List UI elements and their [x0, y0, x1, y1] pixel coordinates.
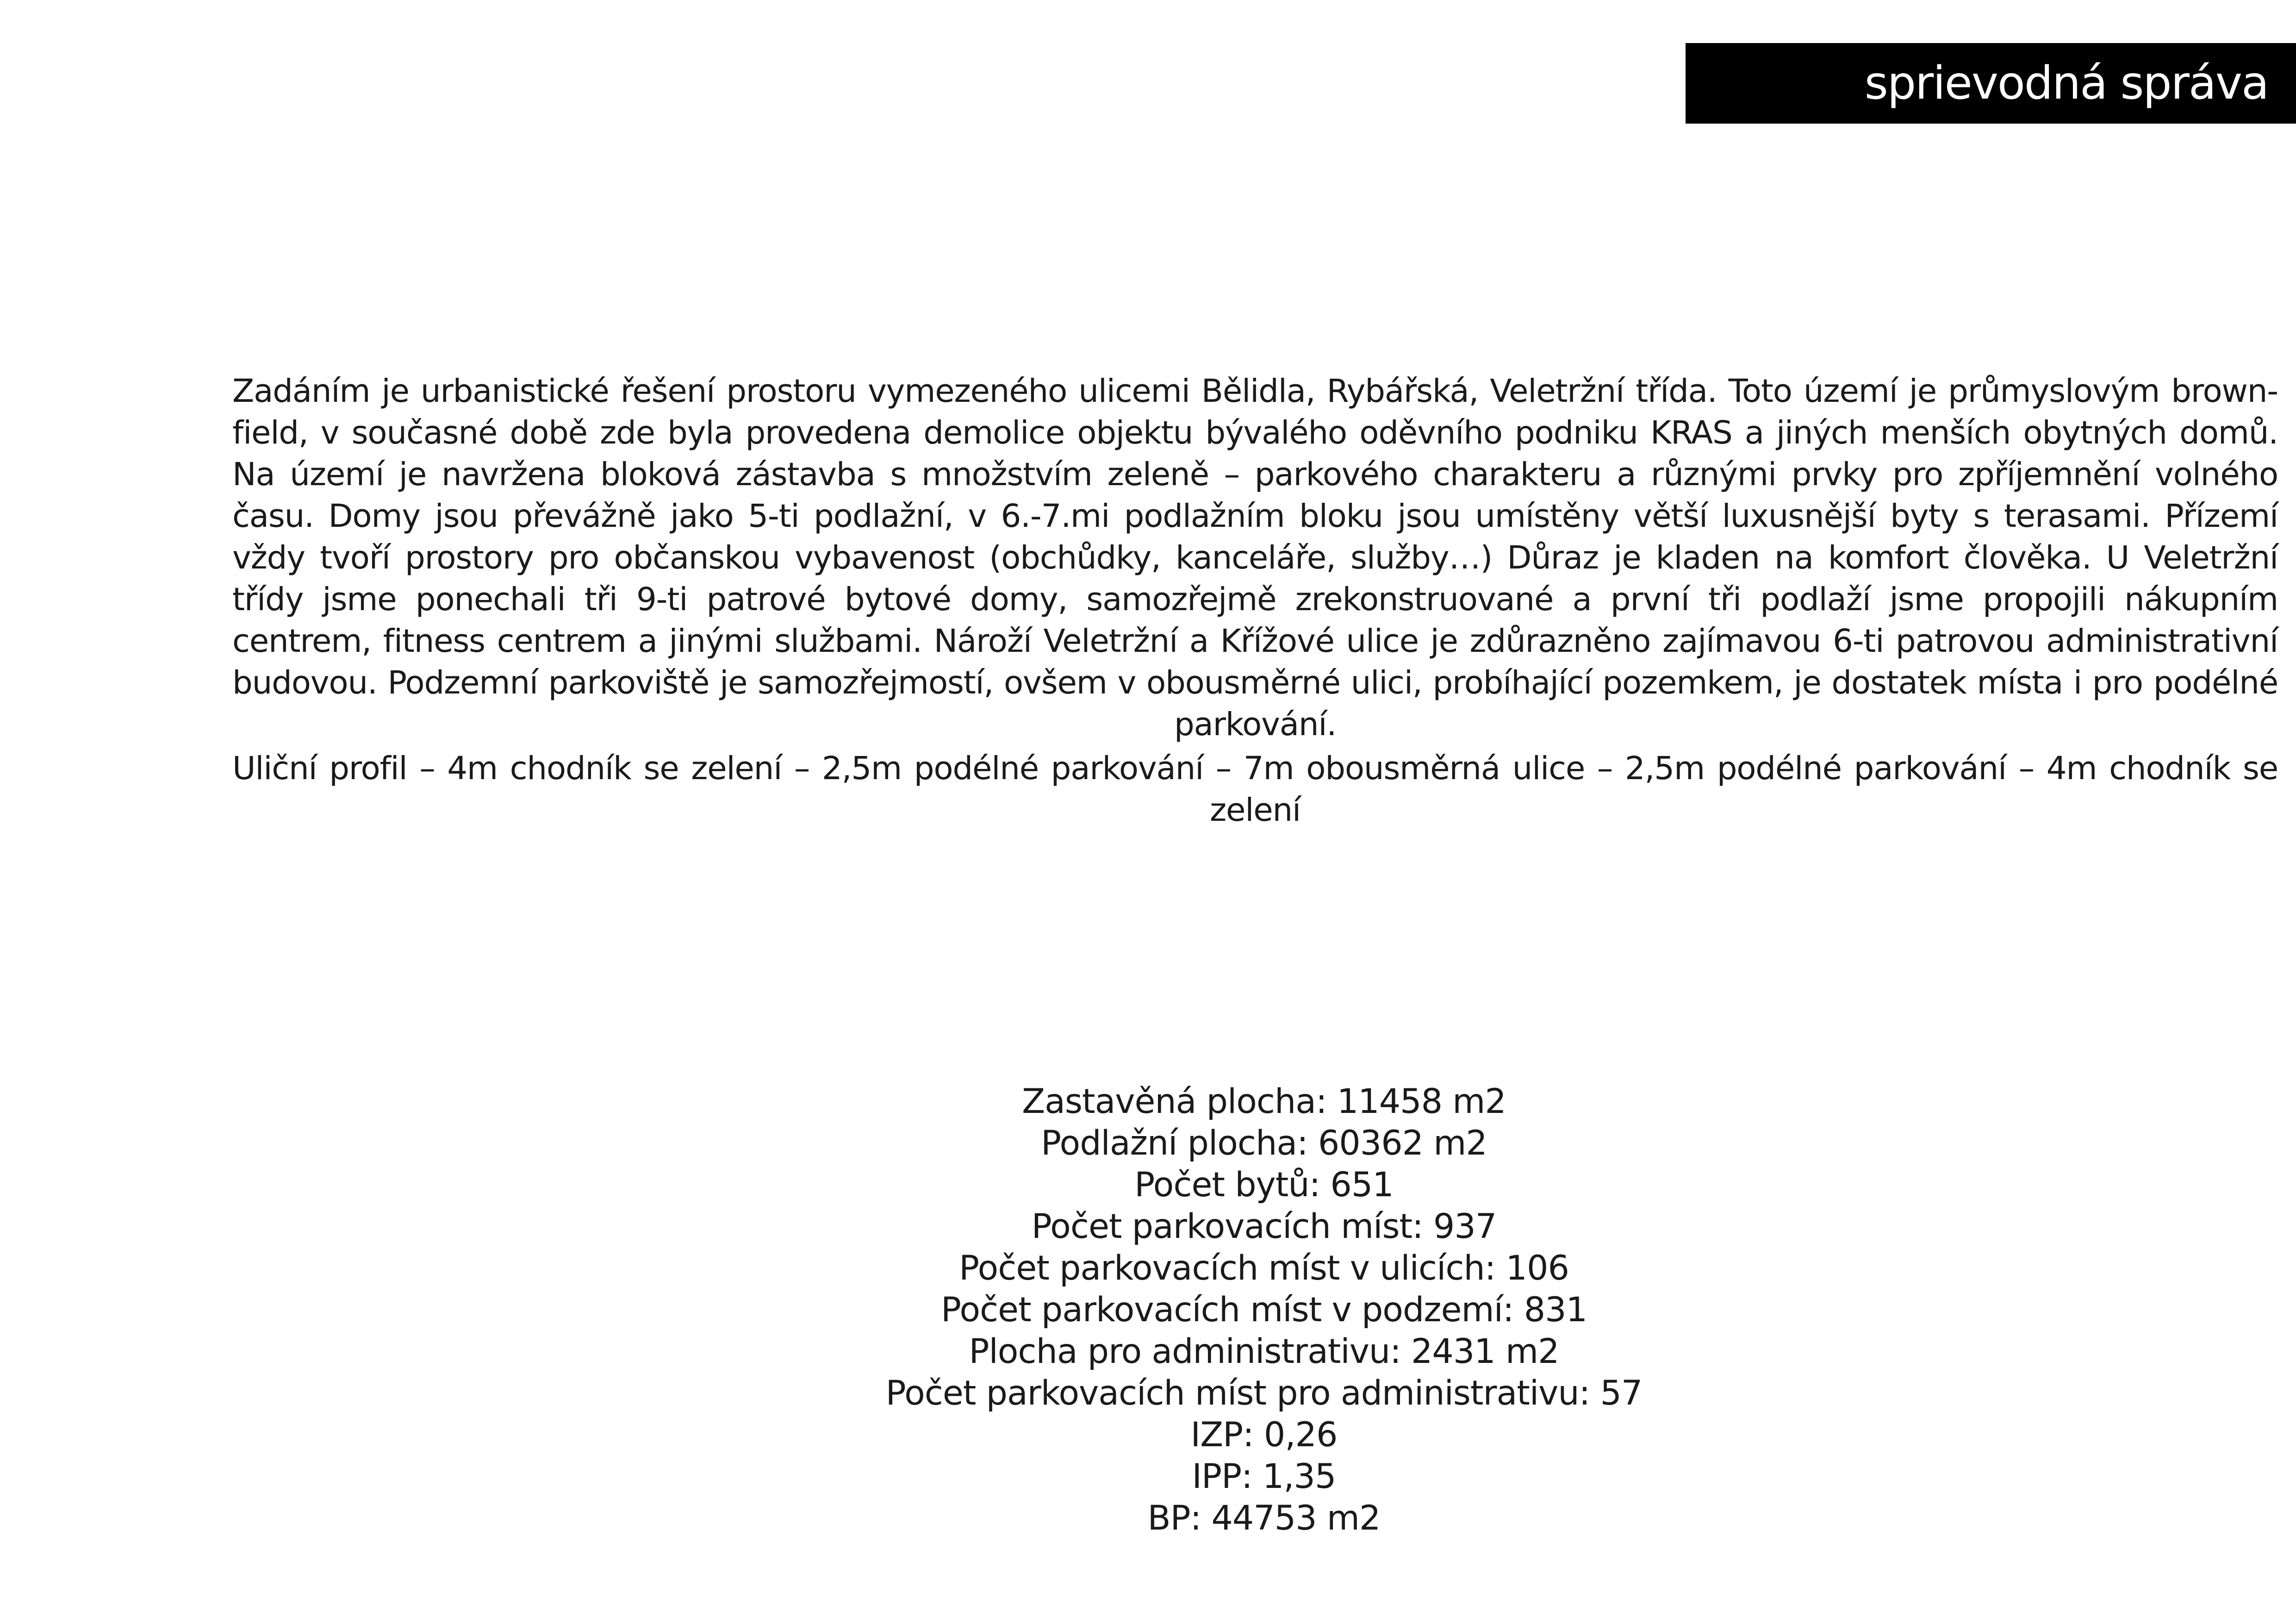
- header-bar: [1686, 43, 2296, 124]
- stat-bp: BP: 44753 m2: [1147, 1499, 1381, 1538]
- stat-ipp: IPP: 1,35: [1192, 1457, 1336, 1496]
- page-title: sprievodná správa: [1864, 57, 2268, 110]
- stat-parking-underground: Počet parkovacích míst v podzemí: 831: [940, 1290, 1587, 1330]
- intro-paragraph: Zadáním je urbanistické řešení prostoru vymezeného ulicemi Bělidla, Rybářská, Veletržní třída. Toto území je průmyslovým brown-field, v současné době zde byla provedena demolice objektu bývalého oděvního podniku KRAS a jiných menších obytných domů. Na území je navržena bloková zástavba s množstvím zeleně – parkového charakteru a různými prvky pro zpříjemnění volného času. Domy jsou převážně jako 5-ti podlažní, v 6.-7.mi podlažním bloku jsou umístěny větší luxusnější byty s terasami. Přízemí vždy tvoří prostory pro občanskou vybavenost (obchůdky, kanceláře, služby…) Důraz je kladen na komfort člověka. U Veletržní třídy jsme ponechali tři 9-ti patrové bytové domy, samozřejmě zrekonstruované a první tři podlaží jsme propojili nákupním centrem, fitness centrem a jinými službami. Nároží Veletržní a Křížové ulice je zdůrazněno zajímavou 6-ti patrovou administrativní budovou. Podzemní parkoviště je samozřejmostí, ovšem v obousměrné ulici, probíhající pozemkem, je dostatek místa i pro podélné parkování.: [232, 373, 2278, 743]
- stat-parking-street: Počet parkovacích míst v ulicích: 106: [959, 1249, 1569, 1288]
- stat-apartment-count: Počet bytů: 651: [1134, 1165, 1394, 1205]
- street-profile-paragraph: Uliční profil – 4m chodník se zelení – 2,5m podélné parkování – 7m obousměrná ulice – 2,5m podélné parkování – 4m chodník se zelení: [232, 750, 2278, 829]
- stat-floor-area: Podlažní plocha: 60362 m2: [1041, 1124, 1487, 1163]
- stat-izp: IZP: 0,26: [1190, 1415, 1338, 1455]
- stat-built-area: Zastavěná plocha: 11458 m2: [1022, 1082, 1506, 1121]
- stat-admin-area: Plocha pro administrativu: 2431 m2: [969, 1332, 1559, 1371]
- stats-list: [685, 1081, 1842, 1539]
- stat-parking-total: Počet parkovacích míst: 937: [1031, 1207, 1497, 1246]
- stat-parking-admin: Počet parkovacích míst pro administrativu: 57: [885, 1374, 1643, 1413]
